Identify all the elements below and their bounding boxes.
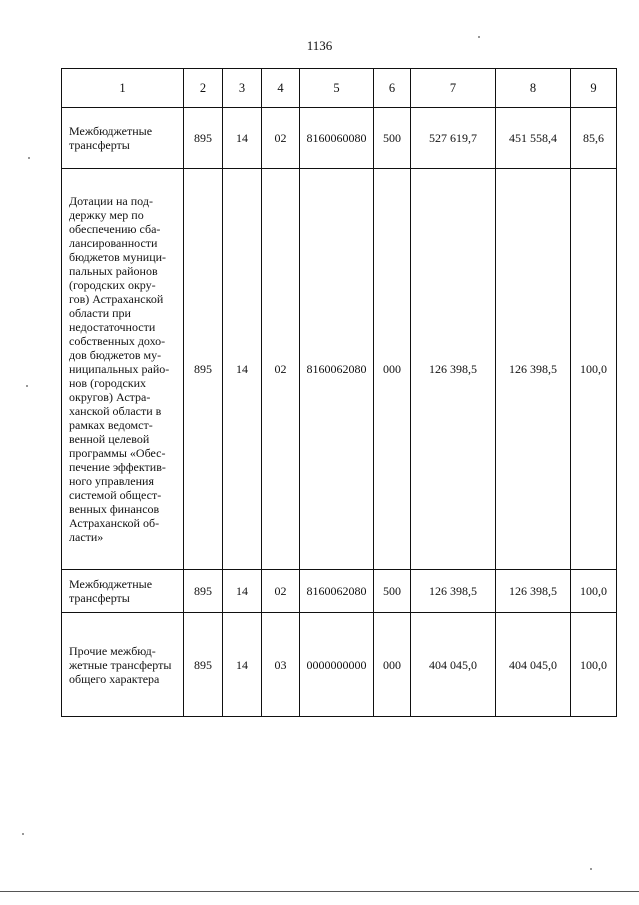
budget-table [61, 68, 617, 717]
table-cell: 126 398,5 [411, 570, 496, 613]
table-cell: 02 [262, 570, 300, 613]
scan-speck [28, 157, 30, 159]
scan-edge-line [0, 891, 639, 892]
column-header: 2 [184, 69, 223, 108]
table-cell: 14 [223, 169, 262, 570]
table-row [62, 169, 617, 570]
table-header-row [62, 69, 617, 108]
scan-speck [590, 868, 592, 870]
table-cell: 100,0 [571, 570, 617, 613]
table-cell: 14 [223, 613, 262, 717]
table-cell: 85,6 [571, 108, 617, 169]
table-cell: 404 045,0 [411, 613, 496, 717]
table-row [62, 570, 617, 613]
table-cell: 126 398,5 [496, 169, 571, 570]
table-cell: 8160062080 [300, 570, 374, 613]
table-cell: 0000000000 [300, 613, 374, 717]
table-cell: 03 [262, 613, 300, 717]
table-cell: 8160062080 [300, 169, 374, 570]
table-cell: 895 [184, 613, 223, 717]
table-cell: 000 [374, 169, 411, 570]
column-header: 7 [411, 69, 496, 108]
column-header: 4 [262, 69, 300, 108]
scan-speck [478, 36, 480, 38]
table-cell: 14 [223, 570, 262, 613]
table-row [62, 613, 617, 717]
row-name-cell: Прочие межбюд- жетные трансферты общего характера [62, 613, 184, 717]
column-header: 8 [496, 69, 571, 108]
table-cell: 126 398,5 [411, 169, 496, 570]
table-cell: 000 [374, 613, 411, 717]
table-cell: 100,0 [571, 613, 617, 717]
table-cell: 895 [184, 570, 223, 613]
column-header: 5 [300, 69, 374, 108]
column-header: 3 [223, 69, 262, 108]
table-cell: 02 [262, 108, 300, 169]
table-cell: 8160060080 [300, 108, 374, 169]
column-header: 1 [62, 69, 184, 108]
table-row [62, 108, 617, 169]
table-cell: 895 [184, 108, 223, 169]
table-cell: 451 558,4 [496, 108, 571, 169]
table-cell: 404 045,0 [496, 613, 571, 717]
table-cell: 14 [223, 108, 262, 169]
table-cell: 02 [262, 169, 300, 570]
page-number: 1136 [306, 38, 333, 53]
row-name-cell: Межбюджетные трансферты [62, 570, 184, 613]
table-cell: 126 398,5 [496, 570, 571, 613]
table-cell: 527 619,7 [411, 108, 496, 169]
scan-speck [26, 385, 28, 387]
table-cell: 500 [374, 108, 411, 169]
row-name-cell: Межбюджетные трансферты [62, 108, 184, 169]
column-header: 9 [571, 69, 617, 108]
scan-speck [22, 833, 24, 835]
table-cell: 100,0 [571, 169, 617, 570]
column-header: 6 [374, 69, 411, 108]
table-cell: 895 [184, 169, 223, 570]
row-name-cell: Дотации на под- держку мер по обеспечению сба- лансированности бюджетов муници- пальных районов (городских окру- гов) Астраханской области при недостаточности собственных дохо- дов бюджетов му- ниципальных райо- нов (городских округов) Астра- ханской области в рамках ведомст- венной целевой программы «Обес- печение эффектив- ного управления системой общест- венных финансов Астраханской об- ласти» [62, 169, 184, 570]
table-cell: 500 [374, 570, 411, 613]
